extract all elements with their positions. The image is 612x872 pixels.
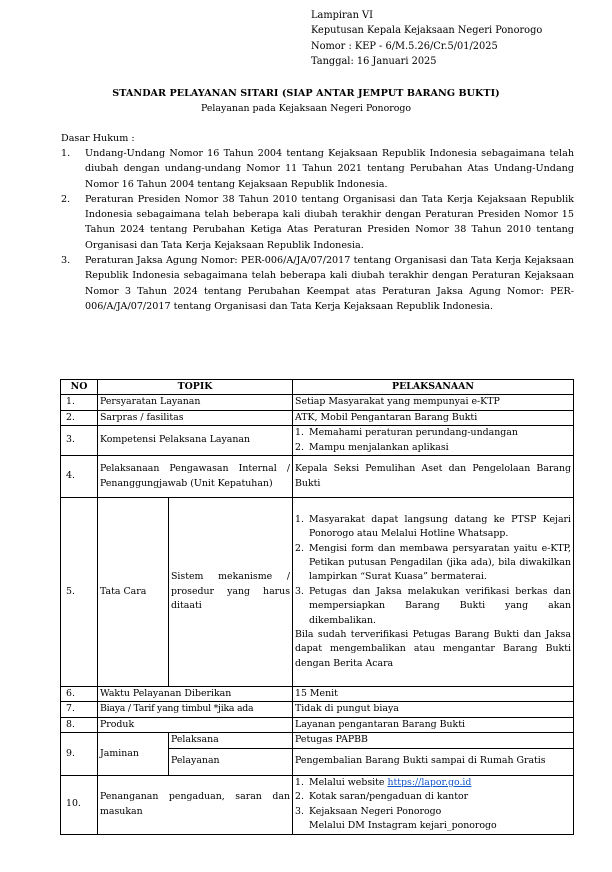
list-number: 3. [295,805,304,817]
list-number: 1. [295,776,304,788]
lapor-website-link[interactable]: https://lapor.go.id [387,776,472,788]
table-row [61,498,574,687]
list-item [295,585,571,628]
list-item [295,790,571,804]
list-text: Petugas dan Jaksa melakukan verifikasi berkas dan mempersiapkan Barang Bukti yang akan dikembalikan. [309,585,572,626]
item-number: 1. [61,148,71,159]
table-row [61,687,574,702]
item-text: Peraturan Presiden Nomor 38 Tahun 2010 tentang Organisasi dan Tata Kerja Kejaksaan Republik Indonesia sebagaimana telah beberapa kali diubah terakhir dengan Peraturan Presiden Nomor 15 Tahun 2024 tentang Perubahan Ketiga Atas Peraturan Presiden Nomor 38 Tahun 2010 tentang Organisasi dan Tata Kerja Kejaksaan Republik Indonesia. [85,193,574,251]
row-topic: Produk [98,717,293,732]
list-text: Mampu menjalankan aplikasi [309,441,449,453]
implementation-list [295,513,571,628]
row-implementation: Pengembalian Barang Bukti sampai di Rumah Gratis [293,748,574,775]
attachment-label: Lampiran VI [311,10,373,21]
list-item [295,776,571,790]
list-number: 1. [295,513,304,525]
row-implementation [293,498,574,687]
row-number: 10. [61,775,98,834]
list-text: Kejaksaan Negeri Ponorogo [309,805,442,817]
implementation-note: Bila sudah terverifikasi Petugas Barang Bukti dan Jaksa dapat mengembalikan atau mengantar Barang Bukti dengan Berita Acara [295,629,572,669]
row-implementation: 15 Menit [293,687,574,702]
attachment-header [311,8,542,70]
row-topic: Tata Cara [98,498,169,687]
item-number: 3. [61,255,71,267]
list-item [295,805,571,834]
decree-number: Nomor : KEP - 6/M.5.26/Cr.5/01/2025 [311,40,498,52]
legal-basis-list [61,146,574,314]
list-text: Kotak saran/pengaduan di kantor [309,791,469,803]
row-number: 2. [61,410,98,425]
table-row [61,410,574,425]
row-number: 4. [61,456,98,498]
table-row [61,733,574,748]
row-number: 9. [61,733,98,775]
document-subtitle: Pelayanan pada Kejaksaan Negeri Ponorogo [201,103,411,114]
row-implementation: Petugas PAPBB [293,733,574,748]
list-text: Mengisi form dan membawa persyaratan yaitu e-KTP, Petikan putusan Pengadilan (jika ada), bila diwakilkan lampirkan “Surat Kuasa” bermaterai. [309,542,572,583]
list-number: 2. [295,542,304,554]
row-number: 6. [61,687,98,702]
legal-basis-item [61,146,574,192]
row-topic: Pelaksanaan Pengawasan Internal / Penanggungjawab (Unit Kepatuhan) [98,456,293,498]
row-implementation: Setiap Masyarakat yang mempunyai e-KTP [293,395,574,410]
table-row [61,426,574,456]
row-implementation: Tidak di pungut biaya [293,702,574,717]
row-number: 7. [61,702,98,717]
list-item [295,441,571,455]
table-row [61,775,574,834]
implementation-list [295,776,571,834]
implementation-list [295,426,571,455]
row-number: 8. [61,717,98,732]
table-row [61,717,574,732]
list-number: 2. [295,441,304,453]
row-subtopic: Pelaksana [169,733,293,748]
item-number: 2. [61,193,71,205]
legal-basis-label: Dasar Hukum : [61,133,135,144]
row-topic: Waktu Pelayanan Diberikan [98,687,293,702]
row-topic: Sarpras / fasilitas [98,410,293,425]
header-no: NO [61,380,98,395]
list-item [295,426,571,440]
legal-basis-item [61,253,574,314]
table-row [61,395,574,410]
row-implementation [293,426,574,456]
service-standard-table [60,379,574,835]
list-text: Masyarakat dapat langsung datang ke PTSP Kejari Ponorogo atau Melalui Hotline Whatsapp. [309,513,572,540]
decree-date: Tanggal: 16 Januari 2025 [311,56,437,68]
row-number: 5. [61,498,98,687]
row-topic: Biaya / Tarif yang timbul *jika ada [98,702,293,717]
row-implementation: ATK, Mobil Pengantaran Barang Bukti [293,410,574,425]
row-implementation: Kepala Seksi Pemulihan Aset dan Pengelolaan Barang Bukti [293,456,574,498]
header-pelaksanaan: PELAKSANAAN [293,380,574,395]
row-subtopic: Pelayanan [169,748,293,775]
legal-basis-item [61,192,574,253]
row-subtopic: Sistem mekanisme / prosedur yang harus ditaati [169,498,293,687]
list-number: 3. [295,585,304,597]
row-topic: Penanganan pengaduan, saran dan masukan [98,775,293,834]
row-topic: Jaminan [98,733,169,775]
list-text: Melalui website [309,776,385,788]
item-text: Undang-Undang Nomor 16 Tahun 2004 tentang Kejaksaan Republik Indonesia sebagaimana telah diubah dengan undang-undang Nomor 11 Tahun 2021 tentang Perubahan Atas Undang-Undang Nomor 16 Tahun 2004 tentang Kejaksaan Republik Indonesia. [85,148,574,190]
row-number: 1. [61,395,98,410]
list-number: 2. [295,791,304,803]
header-topik: TOPIK [98,380,293,395]
table-header-row [61,380,574,395]
row-topic: Kompetensi Pelaksana Layanan [98,426,293,456]
row-topic: Persyaratan Layanan [98,395,293,410]
list-text: Memahami peraturan perundang-undangan [309,427,518,439]
list-item [295,513,571,542]
row-implementation: Layanan pengantaran Barang Bukti [293,717,574,732]
row-implementation [293,775,574,834]
list-number: 1. [295,427,304,439]
list-text-line2: Melalui DM Instagram kejari_ponorogo [309,820,497,832]
decree-title: Keputusan Kepala Kejaksaan Negeri Ponorogo [311,25,543,37]
row-number: 3. [61,426,98,456]
document-title: STANDAR PELAYANAN SITARI (SIAP ANTAR JEMPUT BARANG BUKTI) [112,88,500,99]
item-text: Peraturan Jaksa Agung Nomor: PER-006/A/JA/07/2017 tentang Organisasi dan Tata Kerja Kejaksaan Republik Indonesia sebagaimana telah beberapa kali diubah terakhir dengan Peraturan Kejaksaan Nomor 3 Tahun 2024 tentang Perubahan Keempat atas Peraturan Jaksa Agung Nomor: PER-006/A/JA/07/2017 tentang Organisasi dan Tata Kerja Kejaksaan Republik Indonesia. [85,255,574,312]
list-item [295,542,571,585]
table-row [61,702,574,717]
table-row [61,456,574,498]
